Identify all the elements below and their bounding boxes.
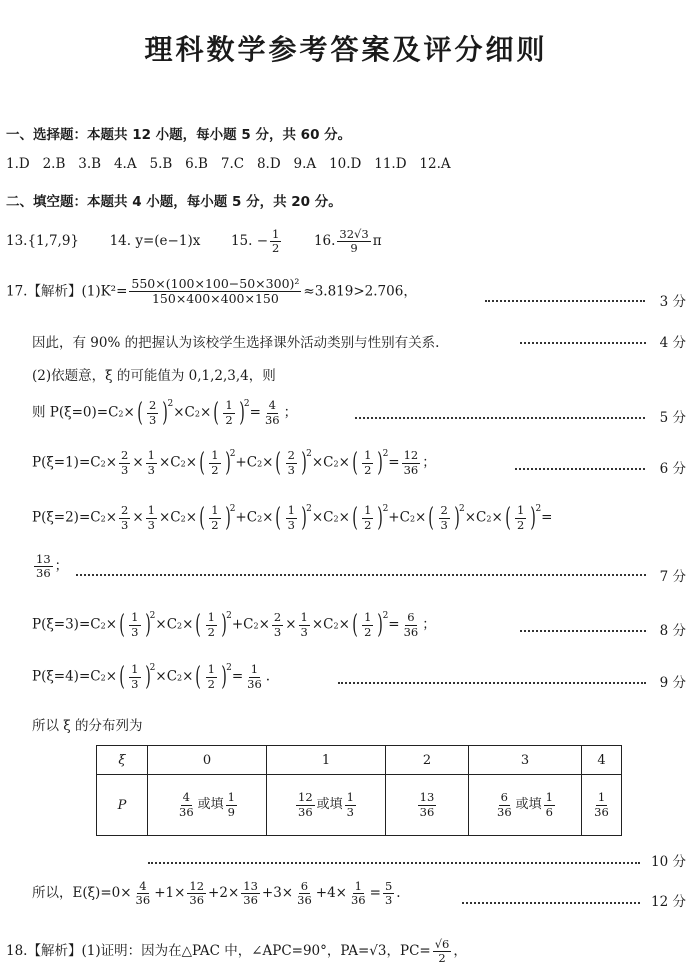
distribution-table	[96, 745, 622, 836]
answer-16: 16. $\frac{32√3}{9}$ π	[313, 227, 382, 256]
score-4: 4 分	[659, 335, 686, 351]
fill-answers-row	[6, 228, 382, 255]
answer-11: 11.D	[374, 156, 407, 172]
dot-leader	[520, 342, 646, 344]
answer-13: 13.{1,7,9}	[6, 233, 79, 250]
score-8: 8 分	[659, 623, 686, 639]
score-7: 7 分	[659, 569, 686, 585]
p-xi-3: P(ξ=3)=C2×( $\frac{1}{3}$ )$^2$×C2×( $\frac{1}{2}$ )$^2$+C2× $\frac{2}{3}$ × $\frac{1}{3}$ ×C2×( $\frac{1}{2}$ )$^2$= $\frac{6}{36}$ ；	[32, 610, 436, 640]
answer-3: 3.B	[78, 156, 102, 172]
answer-15: 15. − $\frac{1}{2}$	[230, 227, 280, 256]
table-cell: $\frac{12}{36}$ 或填 $\frac{1}{3}$	[267, 775, 386, 836]
answer-4: 4.A	[113, 156, 137, 172]
q17-conclusion: 因此，有 90% 的把握认为该校学生选择课外活动类别与性别有关系.	[32, 335, 440, 351]
xi-header: ξ	[97, 746, 148, 775]
choice-answers-row	[6, 156, 451, 172]
p-xi-2-result: $\frac{13}{36}$ ；	[36, 552, 69, 581]
answer-14: 14. y=(e−1)x	[109, 233, 201, 250]
table-cell: 3	[469, 746, 582, 775]
score-12: 12 分	[651, 894, 686, 910]
table-row	[97, 746, 622, 775]
dot-leader	[338, 682, 646, 684]
dot-leader	[462, 902, 640, 904]
dot-leader	[76, 574, 646, 576]
section-fill-heading: 二、填空题：本题共 4 小题，每小题 5 分，共 20 分。	[6, 194, 342, 210]
q18-start: 18.【解析】(1)证明：因为在△PAC 中，∠APC=90°，PA=√3，PC= $\frac{√6}{2}$ ，	[6, 937, 467, 966]
section-choice-heading: 一、选择题：本题共 12 小题，每小题 5 分，共 60 分。	[6, 127, 352, 143]
table-cell: 1	[267, 746, 386, 775]
table-cell: $\frac{1}{36}$	[582, 775, 622, 836]
dot-leader	[148, 862, 640, 864]
dot-leader	[515, 468, 645, 470]
dot-leader	[355, 417, 645, 419]
score-5: 5 分	[659, 410, 686, 426]
expectation: 所以，E(ξ)=0× $\frac{4}{36}$ +1× $\frac{12}{36}$ +2× $\frac{13}{36}$ +3× $\frac{6}{36}$ +4× $\frac{1}{36}$ = $\frac{5}{3}$ .	[32, 879, 401, 908]
table-cell: $\frac{6}{36}$ 或填 $\frac{1}{6}$	[469, 775, 582, 836]
answer-5: 5.B	[149, 156, 173, 172]
answer-9: 9.A	[293, 156, 317, 172]
answer-12: 12.A	[419, 156, 451, 172]
dot-leader	[520, 630, 646, 632]
answer-6: 6.B	[185, 156, 208, 172]
score-3: 3 分	[659, 294, 686, 310]
p-header: P	[97, 775, 148, 836]
score-9: 9 分	[659, 675, 686, 691]
table-cell: 0	[148, 746, 267, 775]
distribution-intro: 所以 ξ 的分布列为	[32, 718, 143, 734]
page-title: 理科数学参考答案及评分细则	[144, 33, 548, 66]
score-6: 6 分	[659, 461, 686, 477]
answer-2: 2.B	[42, 156, 66, 172]
dot-leader	[485, 300, 645, 302]
q17-chi-square: 17.【解析】(1)K²= $\frac{\text{550×(100×100−50×300)²}}{150\times 400\times 400\times 150}$ ≈3.819>2.706，	[6, 276, 417, 307]
q17-part2-intro: (2)依题意，ξ 的可能值为 0,1,2,3,4，则	[32, 368, 276, 384]
answer-1: 1.D	[6, 156, 30, 172]
table-cell: 2	[386, 746, 469, 775]
score-10: 10 分	[651, 854, 686, 870]
p-xi-4: P(ξ=4)=C2×( $\frac{1}{3}$ )$^2$×C2×( $\frac{1}{2}$ )$^2$= $\frac{1}{36}$ .	[32, 662, 271, 692]
p-xi-1: P(ξ=1)=C2× $\frac{2}{3}$ × $\frac{1}{3}$ ×C2×( $\frac{1}{2}$ )$^2$+C2×( $\frac{2}{3}$ )$^2$×C2×( $\frac{1}{2}$ )$^2$= $\frac{12}{36}$ ；	[32, 448, 436, 478]
table-cell: $\frac{13}{36}$	[386, 775, 469, 836]
answer-10: 10.D	[329, 156, 362, 172]
p-xi-2: P(ξ=2)=C2× $\frac{2}{3}$ × $\frac{1}{3}$ ×C2×( $\frac{1}{2}$ )$^2$+C2×( $\frac{1}{3}$ )$^2$×C2×( $\frac{1}{2}$ )$^2$+C2×( $\frac{2}{3}$ )$^2$×C2×( $\frac{1}{2}$ )$^2$=	[32, 503, 553, 533]
answer-8: 8.D	[256, 156, 281, 172]
p-xi-0: 则 P(ξ=0)=C2×( $\frac{2}{3}$ )$^2$×C2×( $\frac{1}{2}$ )$^2$= $\frac{4}{36}$ ；	[32, 398, 298, 428]
table-row	[97, 775, 622, 836]
answer-7: 7.C	[220, 156, 245, 172]
table-cell: 4	[582, 746, 622, 775]
table-cell: $\frac{4}{36}$ 或填 $\frac{1}{9}$	[148, 775, 267, 836]
